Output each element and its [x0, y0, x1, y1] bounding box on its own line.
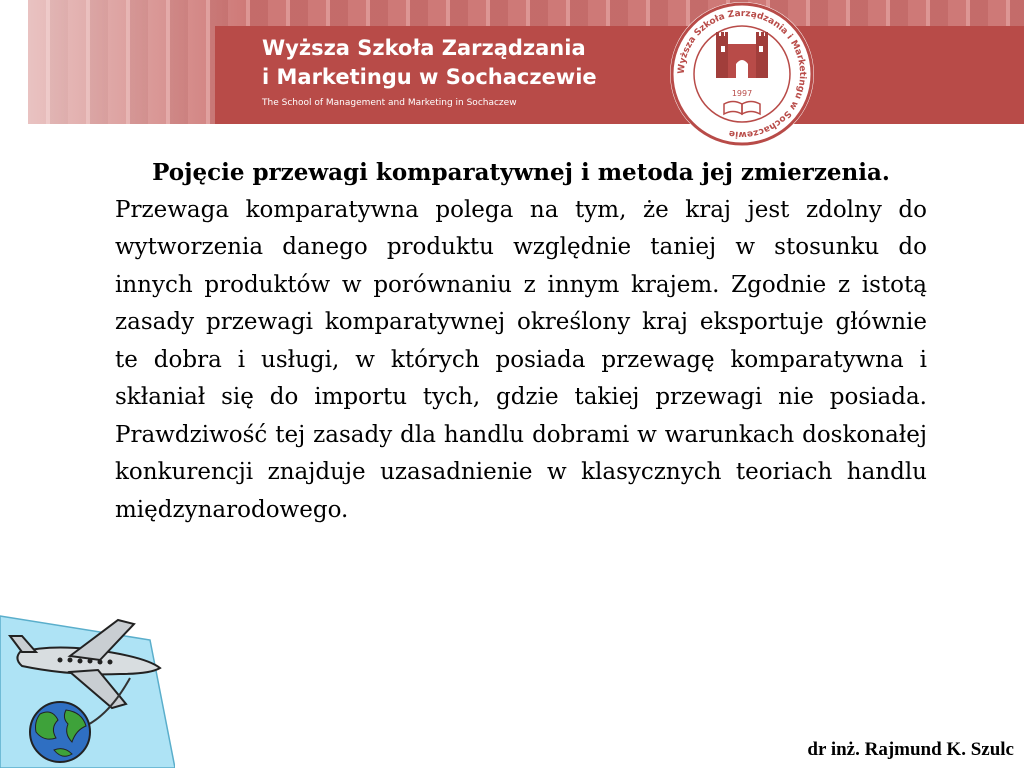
author-footer: dr inż. Rajmund K. Szulc [807, 739, 1014, 760]
school-name-line2: i Marketingu w Sochaczewie [262, 65, 597, 89]
globe-icon [30, 702, 90, 762]
header-banner [28, 0, 1024, 140]
airplane-globe-icon [0, 612, 175, 768]
slide-content [115, 154, 927, 529]
school-name-line1: Wyższa Szkoła Zarządzania [262, 36, 586, 60]
seal-year: 1997 [731, 89, 753, 98]
seal-text: Wyższa Szkoła Zarządzania i Marketingu w Sochaczewie [676, 8, 808, 140]
school-seal-icon [668, 0, 816, 148]
slide-title: Pojęcie przewagi komparatywnej i metoda jej zmierzenia. [152, 159, 890, 186]
school-name-english: The School of Management and Marketing in Sochaczew [262, 98, 517, 108]
slide-body-text: Przewaga komparatywna polega na tym, że kraj jest zdolny do wytworzenia danego produktu względnie taniej w stosunku do innych produktów w porównaniu z innym krajem. Zgodnie z istotą zasady przewagi komparatywnej określony kraj eksportuje głównie te dobra i usługi, w których posiada przewagę komparatywna i skłaniał się do importu tych, gdzie takiej przewagi nie posiada. Prawdziwość tej zasady dla handlu dobrami w warunkach doskonałej konkurencji znajduje uzasadnienie w klasycznych teoriach handlu międzynarodowego. [115, 196, 927, 523]
